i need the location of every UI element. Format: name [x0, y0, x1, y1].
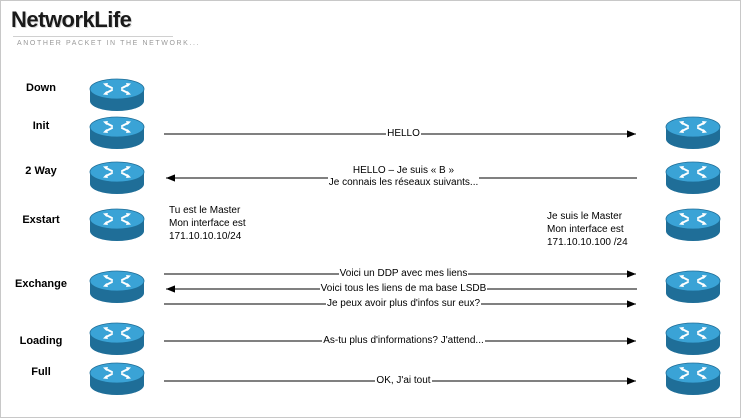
state-label-init: Init [32, 120, 50, 132]
message-2way-line2: Je connais les réseaux suivants... [328, 177, 479, 188]
message-loading-text: As-tu plus d'informations? J'attend... [323, 335, 484, 346]
note-right-line: 171.10.10.100 /24 [547, 237, 628, 248]
message-hello [151, 128, 656, 140]
message-exchange-1 [151, 268, 656, 280]
message-full-text: OK, J'ai tout [376, 375, 431, 386]
message-full [151, 375, 656, 387]
message-loading [151, 335, 656, 347]
state-label-loading: Loading [19, 335, 63, 347]
state-label-2way: 2 Way [25, 165, 57, 177]
message-exchange-3 [151, 298, 656, 310]
note-right [547, 210, 628, 249]
note-left-line: 171.10.10.10/24 [169, 231, 242, 242]
message-exchange-3-text: Je peux avoir plus d'infos sur eux? [326, 298, 481, 309]
note-left-line: Mon interface est [169, 218, 246, 229]
message-2way-line1: HELLO – Je suis « B » [352, 165, 455, 176]
brand-logo: NetworkLife [11, 7, 132, 32]
message-2way-2 [151, 177, 656, 189]
state-label-exstart: Exstart [22, 214, 60, 226]
message-arrows [1, 1, 741, 418]
message-exchange-2 [151, 283, 656, 295]
message-2way [151, 165, 656, 177]
note-left-line: Tu est le Master [169, 205, 241, 216]
message-exchange-1-text: Voici un DDP avec mes liens [339, 268, 468, 279]
state-label-full: Full [31, 366, 51, 378]
note-right-line: Mon interface est [547, 224, 624, 235]
note-right-line: Je suis le Master [547, 211, 623, 222]
brand-tagline: ANOTHER PACKET IN THE NETWORK... [17, 40, 201, 47]
state-label-exchange: Exchange [15, 278, 67, 290]
message-exchange-2-text: Voici tous les liens de ma base LSDB [320, 283, 487, 294]
message-hello-text: HELLO [387, 128, 420, 139]
state-label-down: Down [26, 82, 56, 94]
note-left [169, 204, 246, 243]
